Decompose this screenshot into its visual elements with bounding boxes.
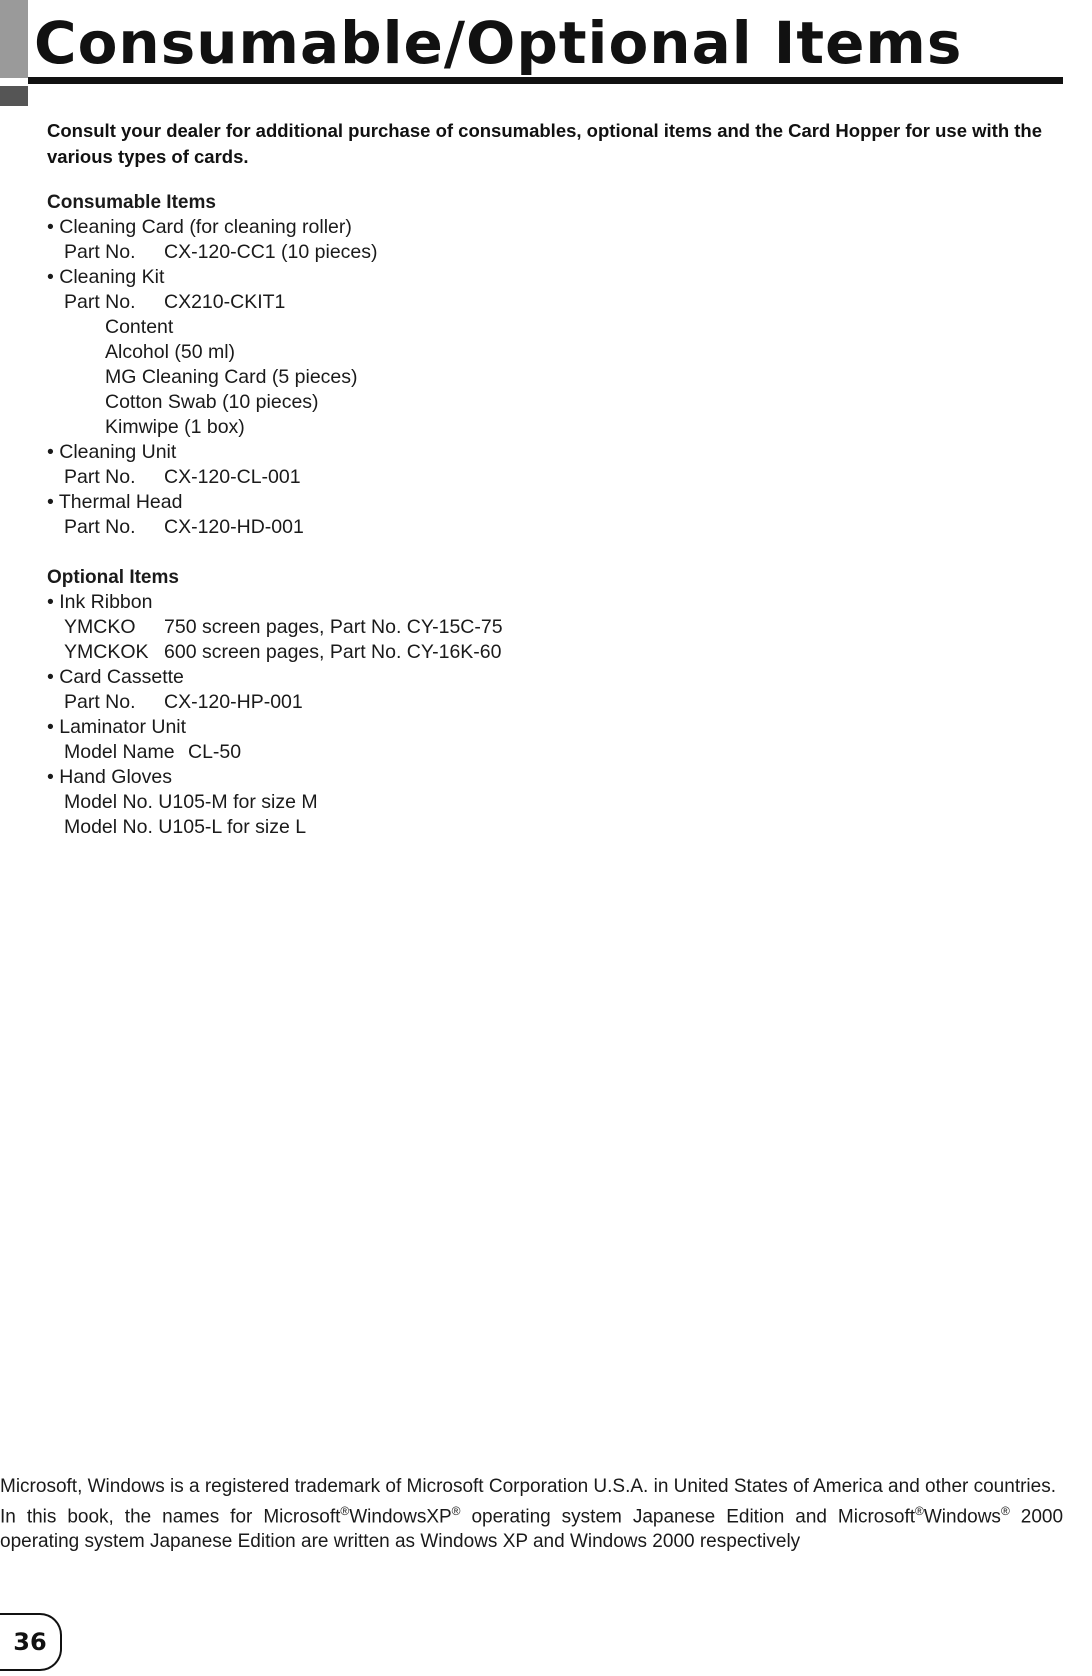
cleaning-kit-content-item: Alcohol (50 ml)	[105, 341, 236, 363]
model-name-value: CL-50	[188, 741, 242, 763]
ink-ribbon-item: • Ink Ribbon	[47, 591, 153, 613]
ink-ribbon-row	[47, 615, 503, 640]
title-underline	[28, 77, 1063, 84]
part-value: CX-120-HD-001	[164, 516, 304, 538]
title-side-bar	[0, 0, 28, 78]
consumable-items-heading: Consumable Items	[47, 192, 216, 213]
naming-text: In this book, the names for Microsoft	[0, 1506, 341, 1528]
section-spacer	[47, 540, 503, 565]
ribbon-type-label: YMCKO	[64, 616, 136, 638]
registered-mark: ®	[451, 1504, 461, 1518]
part-value: CX-120-HP-001	[164, 691, 303, 713]
naming-text: operating system Japanese Edition and Microsoft	[460, 1506, 916, 1528]
intro-paragraph: Consult your dealer for additional purchase of consumables, optional items and the Card Hopper for use with the various types of cards.	[47, 120, 1043, 167]
cleaning-kit-content-item: Kimwipe (1 box)	[105, 416, 245, 438]
part-label: Part No.	[64, 691, 136, 713]
ribbon-type-value: 600 screen pages, Part No. CY-16K-60	[164, 641, 502, 663]
model-no-value: U105-L for size L	[158, 816, 307, 838]
hand-gloves-model	[47, 790, 503, 815]
part-value: CX210-CKIT1	[164, 291, 286, 313]
naming-notice	[0, 1499, 1063, 1554]
thermal-head-item: • Thermal Head	[47, 491, 183, 513]
page-title: Consumable/Optional Items	[34, 9, 963, 77]
laminator-unit-item: • Laminator Unit	[47, 716, 187, 738]
naming-text: WindowsXP	[349, 1506, 452, 1528]
part-label: Part No.	[64, 291, 136, 313]
registered-mark: ®	[915, 1504, 924, 1518]
part-value: CX-120-CL-001	[164, 466, 301, 488]
cleaning-kit-item: • Cleaning Kit	[47, 266, 165, 288]
naming-text: Windows	[923, 1506, 1001, 1528]
cleaning-kit-part	[47, 290, 503, 315]
model-name-label: Model Name	[64, 741, 175, 763]
cleaning-kit-content-item: MG Cleaning Card (5 pieces)	[105, 366, 358, 388]
page-number: 36	[0, 1613, 62, 1671]
registered-mark: ®	[340, 1504, 350, 1518]
cleaning-unit-part	[47, 465, 503, 490]
trademark-notice: Microsoft, Windows is a registered trademark of Microsoft Corporation U.S.A. in United States of America and other countries.	[0, 1476, 1056, 1497]
ribbon-type-label: YMCKOK	[64, 641, 149, 663]
model-no-label: Model No.	[64, 791, 153, 813]
items-content	[47, 190, 503, 840]
cleaning-card-part	[47, 240, 503, 265]
model-no-value: U105-M for size M	[158, 791, 318, 813]
part-label: Part No.	[64, 241, 136, 263]
trademark-footer	[0, 1474, 1063, 1554]
card-cassette-part	[47, 690, 503, 715]
registered-mark: ®	[1000, 1504, 1010, 1518]
part-value: CX-120-CC1 (10 pieces)	[164, 241, 378, 263]
title-side-bar-accent	[0, 86, 28, 106]
hand-gloves-item: • Hand Gloves	[47, 766, 172, 788]
cleaning-unit-item: • Cleaning Unit	[47, 441, 177, 463]
cleaning-kit-content-item: Cotton Swab (10 pieces)	[105, 391, 319, 413]
part-label: Part No.	[64, 466, 136, 488]
part-label: Part No.	[64, 516, 136, 538]
thermal-head-part	[47, 515, 503, 540]
hand-gloves-model	[47, 815, 503, 840]
optional-items-heading: Optional Items	[47, 567, 179, 588]
card-cassette-item: • Card Cassette	[47, 666, 184, 688]
model-no-label: Model No.	[64, 816, 153, 838]
laminator-model	[47, 740, 503, 765]
naming-text: 2000 operating system Japanese Edition are written as Windows XP and Windows 2000 respectively	[0, 1506, 1064, 1553]
cleaning-card-item: • Cleaning Card (for cleaning roller)	[47, 216, 352, 238]
ink-ribbon-row	[47, 640, 503, 665]
ribbon-type-value: 750 screen pages, Part No. CY-15C-75	[164, 616, 503, 638]
cleaning-kit-content-label: Content	[105, 316, 174, 338]
